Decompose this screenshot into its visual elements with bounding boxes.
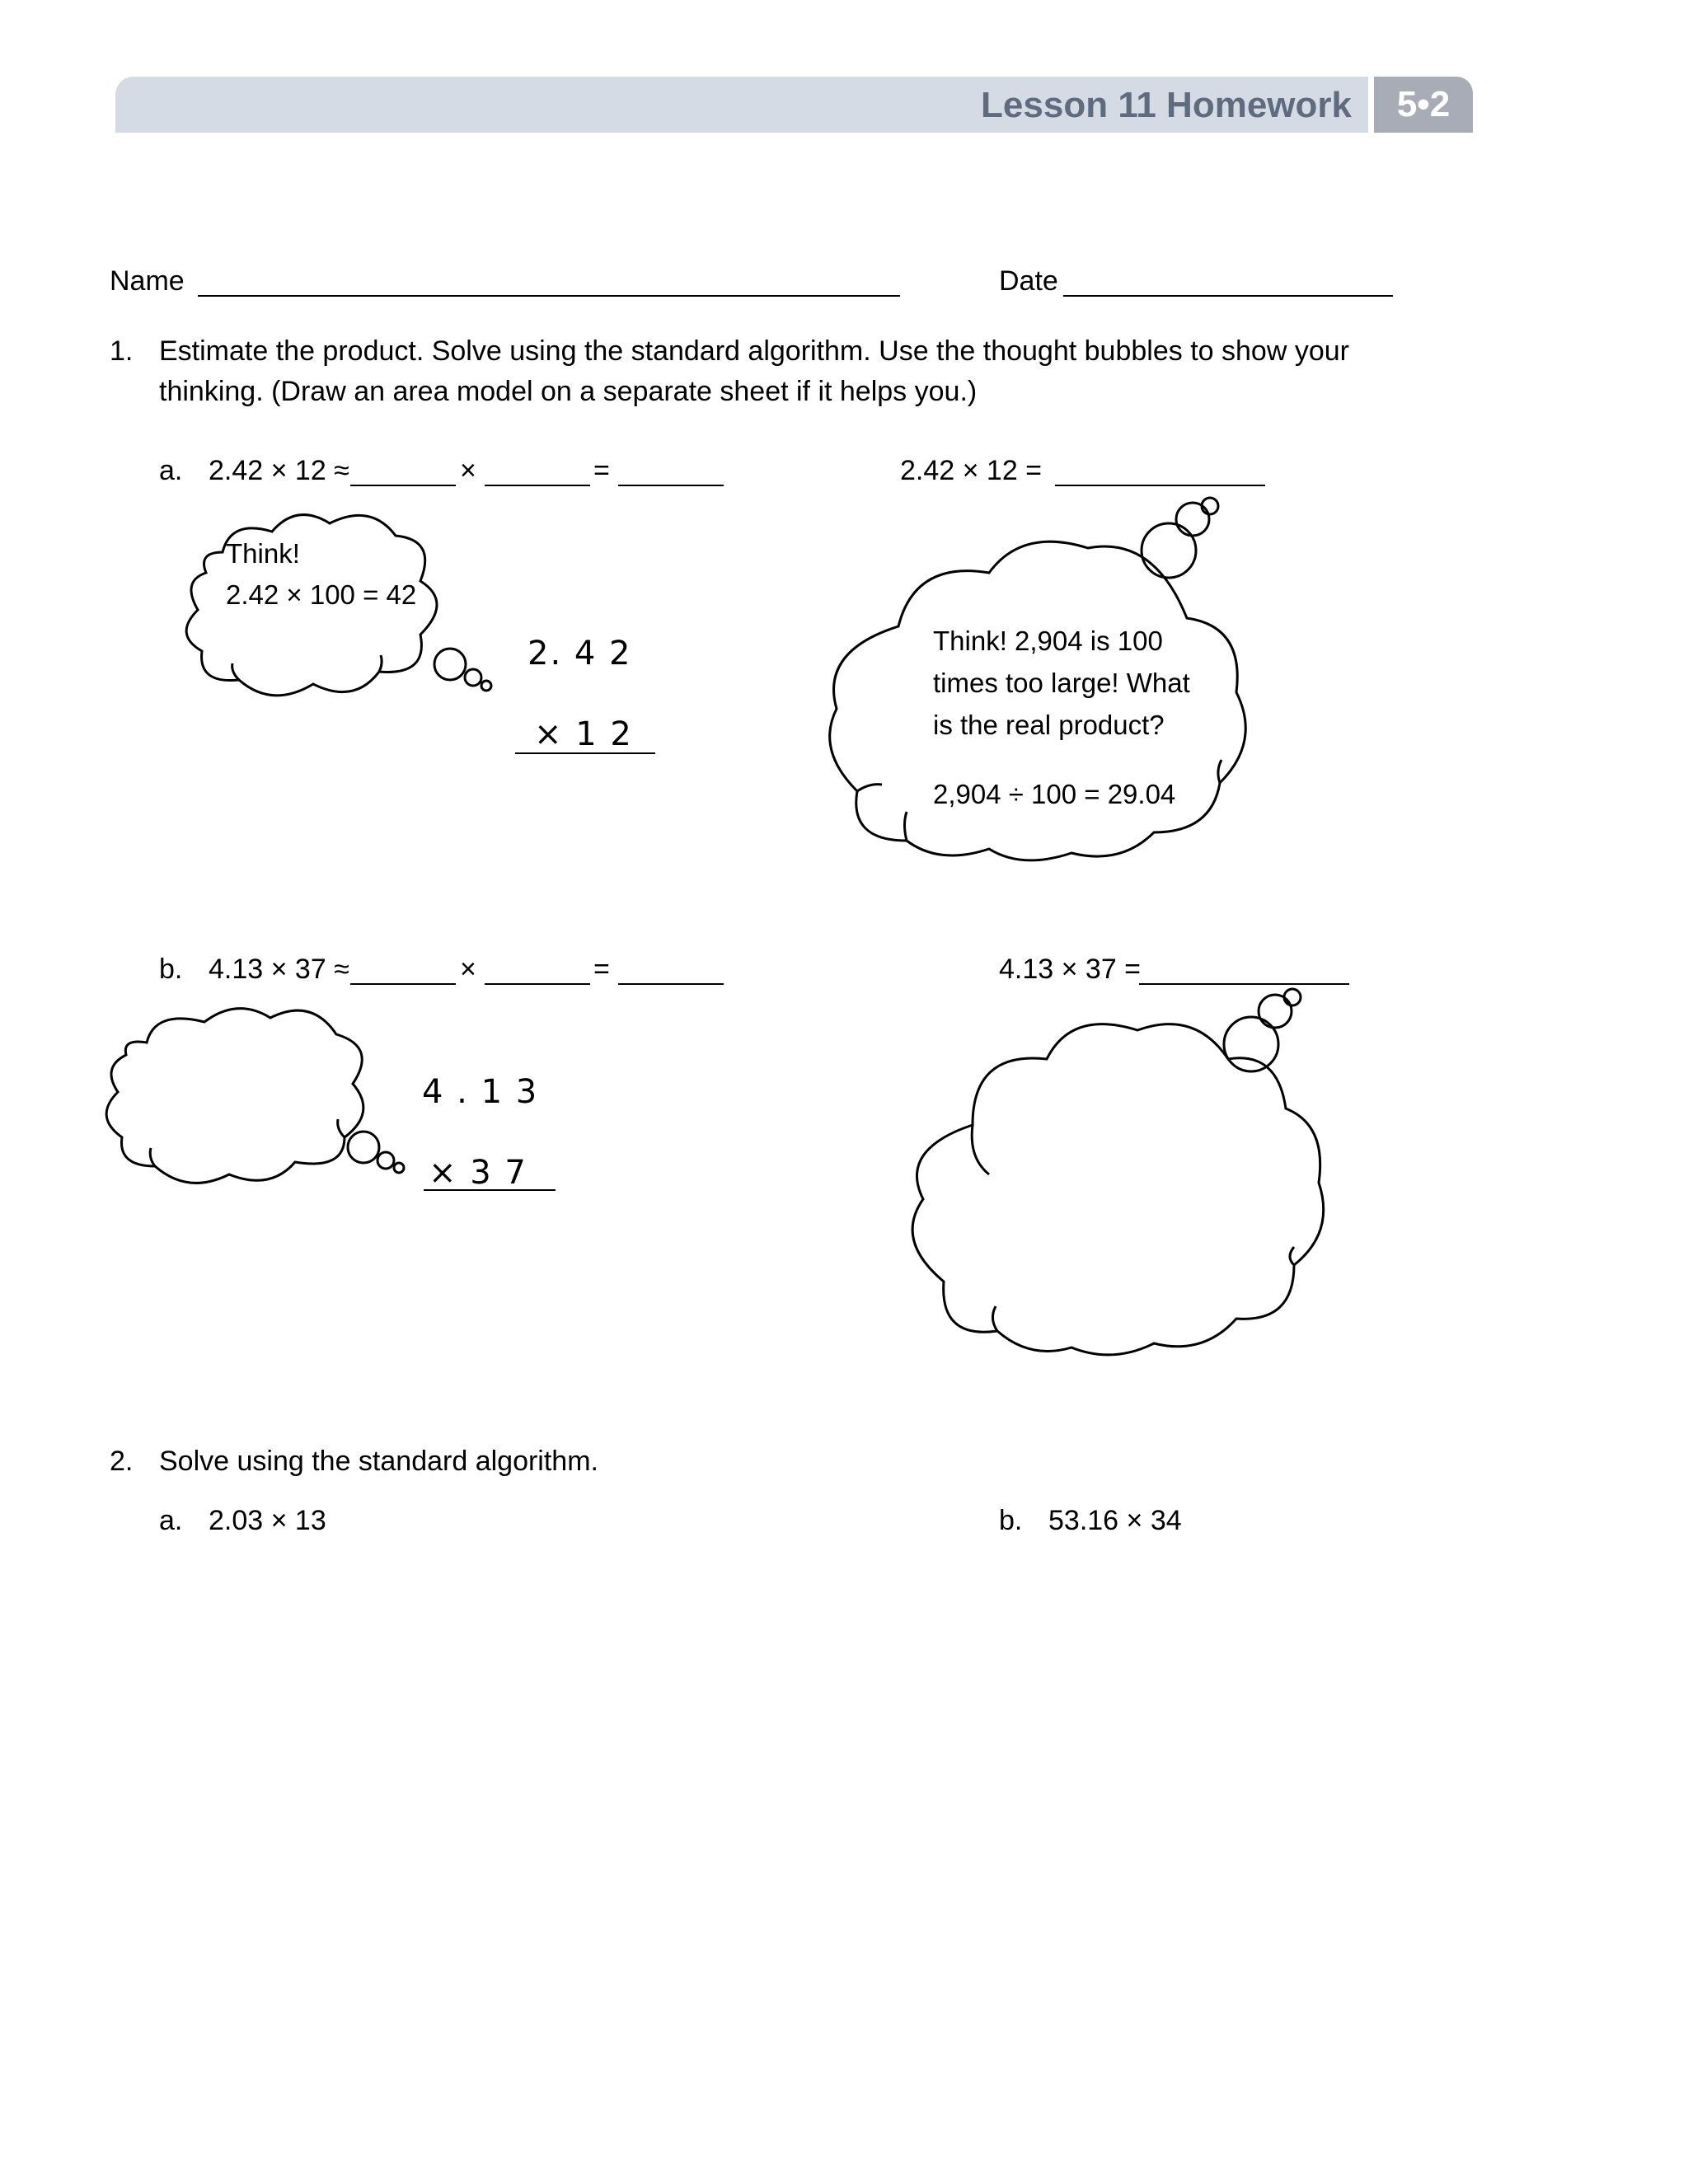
q1a-exact-blank[interactable] xyxy=(1055,485,1265,486)
q1a-algorithm-bottom: × 1 2 xyxy=(534,715,633,753)
q1-prompt-line1: Estimate the product. Solve using the standard algorithm. Use the thought bubbles to show your xyxy=(159,335,1349,367)
q1b-algorithm-top: 4 . 1 3 xyxy=(422,1073,539,1111)
q1a-equals-sign: = xyxy=(593,455,610,486)
module-badge: 5•2 xyxy=(1374,77,1473,133)
q1a-exact-expr: 2.42 × 12 = xyxy=(900,455,1043,486)
lesson-title: Lesson 11 Homework xyxy=(981,85,1352,125)
bubble-left-a-line2: 2.42 × 100 = 42 xyxy=(226,579,417,610)
date-label: Date xyxy=(999,265,1058,297)
q1a-letter: a. xyxy=(159,455,183,486)
q2b-expr: 53.16 × 34 xyxy=(1048,1505,1182,1536)
name-label: Name xyxy=(110,265,185,297)
thought-bubble-small-b xyxy=(106,997,386,1187)
q1b-letter: b. xyxy=(159,954,183,985)
q1b-times-sign: × xyxy=(460,954,476,985)
date-field[interactable] xyxy=(1063,295,1393,297)
q2b-letter: b. xyxy=(999,1505,1023,1536)
q1a-estimate-blank-3[interactable] xyxy=(618,485,724,486)
bubble-right-a-line3: is the real product? xyxy=(933,710,1165,740)
q1b-exact-expr: 4.13 × 37 = xyxy=(999,954,1142,985)
q2a-expr: 2.03 × 13 xyxy=(209,1505,326,1536)
bubble-right-a-line4: 2,904 ÷ 100 = 29.04 xyxy=(933,779,1176,809)
q1b-estimate-expr: 4.13 × 37 ≈ xyxy=(209,954,349,985)
bubble-left-a-line1: Think! xyxy=(226,538,300,569)
q1a-estimate-blank-1[interactable] xyxy=(350,485,456,486)
q1a-algorithm-rule xyxy=(515,752,655,754)
q2-prompt: Solve using the standard algorithm. xyxy=(159,1446,598,1477)
q1b-estimate-blank-2[interactable] xyxy=(485,983,590,985)
name-field[interactable] xyxy=(198,295,900,297)
q1a-algorithm-top: 2. 4 2 xyxy=(528,635,632,673)
q1a-estimate-blank-2[interactable] xyxy=(485,485,590,486)
q1-prompt-line2: thinking. (Draw an area model on a separate sheet if it helps you.) xyxy=(159,376,978,407)
q2-number: 2. xyxy=(110,1446,134,1477)
thought-bubble-large-b xyxy=(907,985,1335,1364)
q1b-estimate-blank-3[interactable] xyxy=(618,983,724,985)
bubble-right-a-line2: times too large! What xyxy=(933,668,1190,698)
q2a-letter: a. xyxy=(159,1505,183,1536)
q1a-times-sign: × xyxy=(460,455,476,486)
q1a-estimate-expr: 2.42 × 12 ≈ xyxy=(209,455,349,486)
q1b-estimate-blank-1[interactable] xyxy=(350,983,456,985)
bubble-right-a-line1: Think! 2,904 is 100 xyxy=(933,626,1163,656)
q1b-algorithm-bottom: × 3 7 xyxy=(429,1154,528,1192)
q1-number: 1. xyxy=(110,335,134,367)
q1b-algorithm-rule xyxy=(424,1189,556,1191)
q1b-equals-sign: = xyxy=(593,954,610,985)
